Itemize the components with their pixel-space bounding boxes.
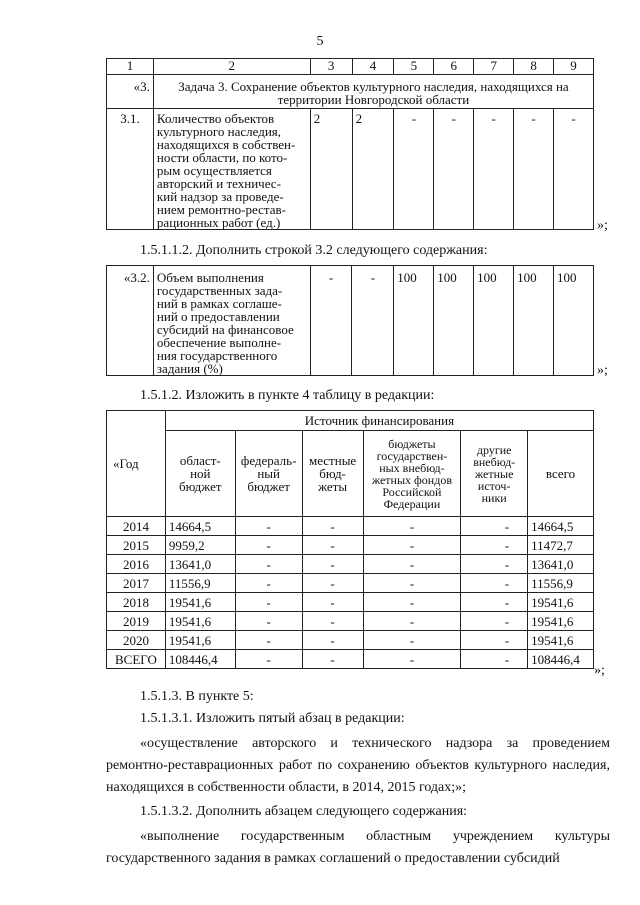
federal-cell: - [235, 536, 302, 555]
regional-cell: 14664,5 [165, 517, 235, 536]
regional-cell: 19541,6 [165, 631, 235, 650]
table-row [107, 574, 594, 593]
federal-cell: - [235, 517, 302, 536]
local-cell: - [302, 574, 363, 593]
header-line: бюд- [319, 466, 346, 481]
federal-cell: - [235, 631, 302, 650]
closing-quote: »; [594, 663, 605, 678]
task-title: Задача 3. Сохранение объектов культурного наследия, находящихся на территории Новгородской области [153, 75, 593, 109]
regional-cell: 11556,9 [165, 574, 235, 593]
col-header-local [302, 431, 363, 517]
header-line: источ- [477, 478, 511, 493]
text-line: государственных зада- [156, 283, 283, 298]
value-cell: 100 [434, 266, 474, 376]
value-cell: - [554, 109, 594, 230]
funds-cell: - [363, 593, 461, 612]
regional-cell: 9959,2 [165, 536, 235, 555]
value-cell: - [352, 266, 394, 376]
local-cell: - [302, 650, 363, 669]
row-number: «3.2. [107, 266, 154, 376]
row-description [153, 109, 310, 230]
col-header: 4 [352, 59, 394, 75]
regional-cell: 19541,6 [165, 612, 235, 631]
header-line: федераль- [240, 453, 297, 468]
value-cell: - [310, 266, 352, 376]
col-header: 8 [514, 59, 554, 75]
paragraph: «осуществление авторского и технического надзора за проведением ремонтно-реставрационных работ по сохранению объектов культурного наследия, находящихся в собственности области, в 2014, 2015 годах;»; [106, 736, 610, 795]
value-cell: - [434, 109, 474, 230]
total-cell: 19541,6 [528, 593, 594, 612]
header-line: государствен- [376, 448, 448, 463]
table-row [107, 612, 594, 631]
year-cell: 2019 [107, 612, 166, 631]
task-row [107, 75, 594, 109]
other-cell: - [461, 631, 528, 650]
subheader-row [107, 431, 594, 517]
col-header: 6 [434, 59, 474, 75]
text-line: задания (%) [156, 361, 223, 376]
total-cell: 19541,6 [528, 612, 594, 631]
header-line: ных внебюд- [379, 460, 445, 475]
header-line: другие [476, 442, 512, 457]
regional-cell: 13641,0 [165, 555, 235, 574]
text-line: рым осуществляется [156, 163, 272, 178]
federal-cell: - [235, 650, 302, 669]
goals-table [106, 58, 594, 230]
paragraph: 1.5.1.1.2. Дополнить строкой 3.2 следующего содержания: [140, 243, 488, 258]
value-cell: 100 [394, 266, 434, 376]
funds-cell: - [363, 631, 461, 650]
col-header-funds [363, 431, 461, 517]
value-cell: - [394, 109, 434, 230]
total-cell: 11556,9 [528, 574, 594, 593]
value-cell: - [514, 109, 554, 230]
text-line: культурного наследия, [156, 124, 282, 139]
other-cell: - [461, 650, 528, 669]
header-line: жетных фондов [371, 472, 452, 487]
regional-cell: 108446,4 [165, 650, 235, 669]
paragraph: 1.5.1.3.2. Дополнить абзацем следующего содержания: [140, 804, 468, 819]
header-line: жеты [318, 479, 348, 494]
local-cell: - [302, 555, 363, 574]
page-number: 5 [316, 34, 324, 49]
federal-cell: - [235, 555, 302, 574]
table-row [107, 593, 594, 612]
local-cell: - [302, 593, 363, 612]
year-cell: 2015 [107, 536, 166, 555]
header-line: местные [308, 453, 357, 468]
task-number: «3. [107, 75, 154, 109]
col-header: 9 [554, 59, 594, 75]
local-cell: - [302, 612, 363, 631]
value-cell: 100 [514, 266, 554, 376]
text-line: субсидий на финансовое [156, 322, 294, 337]
value-cell: 2 [352, 109, 394, 230]
other-cell: - [461, 555, 528, 574]
total-cell: 14664,5 [528, 517, 594, 536]
value-cell: 100 [474, 266, 514, 376]
addition-table [106, 265, 594, 376]
total-cell: 13641,0 [528, 555, 594, 574]
year-cell: 2014 [107, 517, 166, 536]
local-cell: - [302, 517, 363, 536]
col-header: 7 [474, 59, 514, 75]
header-line: внебюд- [473, 454, 516, 469]
text-line: авторский и техничес- [156, 176, 281, 191]
text-line: рационных работ (ед.) [156, 215, 281, 230]
table-row [107, 517, 594, 536]
header-line: бюджет [247, 479, 290, 494]
header-line: жетные [474, 466, 514, 481]
col-header-other [461, 431, 528, 517]
funds-cell: - [363, 517, 461, 536]
other-cell: - [461, 612, 528, 631]
header-row [107, 411, 594, 431]
other-cell: - [461, 536, 528, 555]
regional-cell: 19541,6 [165, 593, 235, 612]
funds-cell: - [363, 612, 461, 631]
value-cell: 100 [553, 266, 593, 376]
text-line: обеспечение выполне- [156, 335, 282, 350]
value-cell: 2 [310, 109, 352, 230]
year-cell: ВСЕГО [107, 650, 166, 669]
text-line: кий надзор за проведе- [156, 189, 284, 204]
table-row [107, 536, 594, 555]
text-line: Объем выполнения [156, 270, 264, 285]
text-line: Количество объектов [156, 111, 275, 126]
table-row [107, 109, 594, 230]
table-row [107, 555, 594, 574]
table-row [107, 650, 594, 669]
col-header: 1 [107, 59, 154, 75]
financing-rows [107, 517, 594, 669]
funds-cell: - [363, 555, 461, 574]
header-line: Федерации [383, 496, 441, 511]
text-line: нием ремонтно-рестав- [156, 202, 286, 217]
year-cell: 2020 [107, 631, 166, 650]
row-description [153, 266, 310, 376]
header-line: ной [190, 466, 211, 481]
other-cell: - [461, 517, 528, 536]
col-header: 5 [394, 59, 434, 75]
value-cell: - [474, 109, 514, 230]
year-cell: 2018 [107, 593, 166, 612]
header-row [107, 59, 594, 75]
text-line: ния государственного [156, 348, 278, 363]
col-header: 2 [153, 59, 310, 75]
year-cell: 2017 [107, 574, 166, 593]
closing-quote: »; [597, 218, 608, 233]
header-line: Российской [382, 484, 442, 499]
funds-cell: - [363, 650, 461, 669]
col-header-total: всего [528, 431, 594, 517]
paragraph: «выполнение государственным областным учреждением культуры государственного задания в рамках соглашений о предоставлении субсидий [106, 829, 610, 866]
funds-cell: - [363, 574, 461, 593]
year-header: «Год [107, 411, 166, 517]
federal-cell: - [235, 574, 302, 593]
closing-quote: »; [597, 363, 608, 378]
source-header: Источник финансирования [165, 411, 593, 431]
other-cell: - [461, 574, 528, 593]
col-header: 3 [310, 59, 352, 75]
table-row [107, 631, 594, 650]
header-line: бюджет [179, 479, 222, 494]
text-line: ний в рамках соглаше- [156, 296, 282, 311]
col-header-regional [165, 431, 235, 517]
text-line: ности области, по кото- [156, 150, 288, 165]
text-line: ний о предоставлении [156, 309, 280, 324]
total-cell: 11472,7 [528, 536, 594, 555]
header-line: бюджеты [388, 436, 436, 451]
financing-table [106, 410, 594, 669]
text-line: находящихся в собствен- [156, 137, 296, 152]
total-cell: 19541,6 [528, 631, 594, 650]
year-cell: 2016 [107, 555, 166, 574]
header-line: област- [179, 453, 221, 468]
col-header-federal [235, 431, 302, 517]
row-number: 3.1. [107, 109, 154, 230]
local-cell: - [302, 536, 363, 555]
paragraph: 1.5.1.2. Изложить в пункте 4 таблицу в редакции: [140, 388, 435, 403]
table-row [107, 266, 594, 376]
paragraph: 1.5.1.3.1. Изложить пятый абзац в редакции: [140, 711, 405, 726]
paragraph: 1.5.1.3. В пункте 5: [140, 689, 254, 704]
other-cell: - [461, 593, 528, 612]
federal-cell: - [235, 593, 302, 612]
total-cell: 108446,4 [528, 650, 594, 669]
local-cell: - [302, 631, 363, 650]
header-line: ники [481, 490, 507, 505]
header-line: ный [257, 466, 280, 481]
funds-cell: - [363, 536, 461, 555]
federal-cell: - [235, 612, 302, 631]
